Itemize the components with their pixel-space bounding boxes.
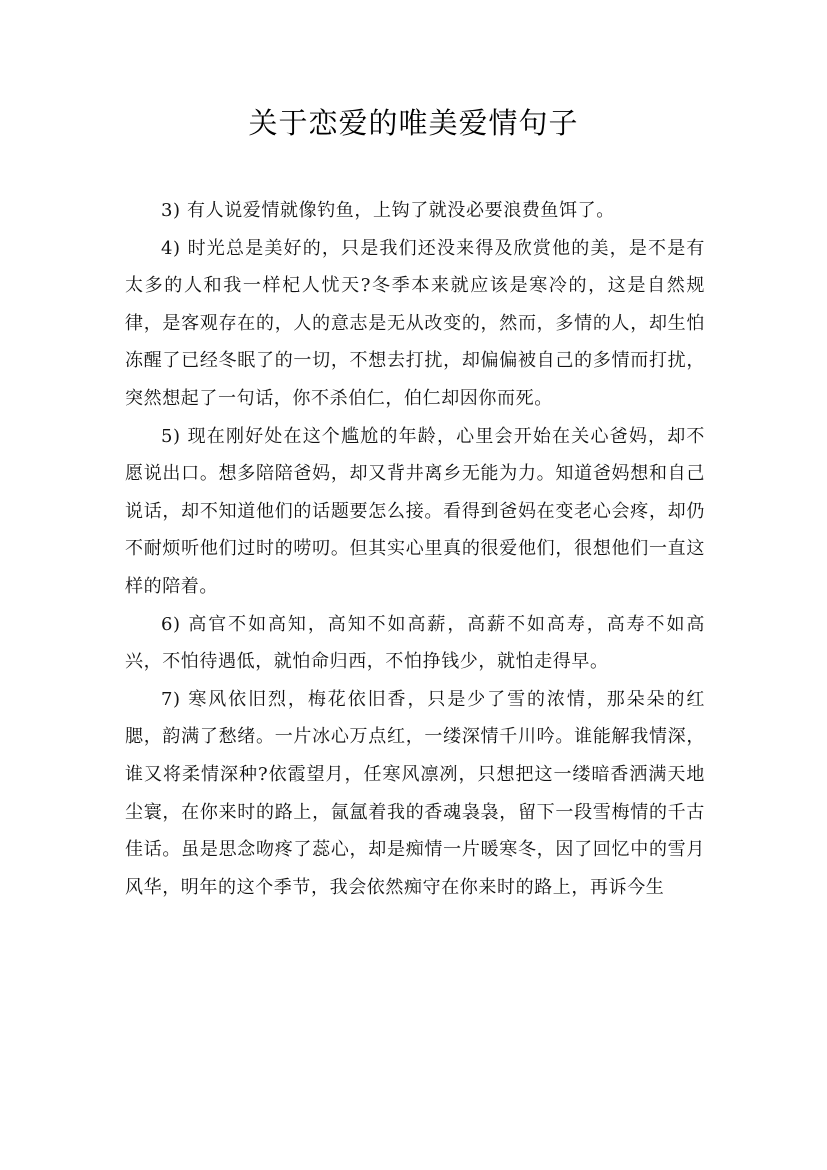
document-body bbox=[125, 192, 705, 906]
paragraph-5: 5) 现在刚好处在这个尴尬的年龄，心里会开始在关心爸妈，却不愿说出口。想多陪陪爸妈，却又背井离乡无能为力。知道爸妈想和自己说话，却不知道他们的话题要怎么接。看得到爸妈在变老心会疼，却仍不耐烦听他们过时的唠叨。但其实心里真的很爱他们，很想他们一直这样的陪着。 bbox=[125, 425, 705, 597]
paragraph-4: 4) 时光总是美好的，只是我们还没来得及欣赏他的美，是不是有太多的人和我一样杞人忧天?冬季本来就应该是寒冷的，这是自然规律，是客观存在的，人的意志是无从改变的，然而，多情的人，却生怕冻醒了已经冬眠了的一切，不想去打扰，却偏偏被自己的多情而打扰，突然想起了一句话，你不杀伯仁，伯仁却因你而死。 bbox=[125, 237, 705, 409]
paragraph-7: 7) 寒风依旧烈，梅花依旧香，只是少了雪的浓情，那朵朵的红腮，韵满了愁绪。一片冰心万点红，一缕深情千川吟。谁能解我情深，谁又将柔情深种?依霞望月，任寒风凛冽，只想把这一缕暗香洒满天地尘寰，在你来时的路上，氤氲着我的香魂袅袅，留下一段雪梅情的千古佳话。虽是思念吻疼了蕊心，却是痴情一片暖寒冬，因了回忆中的雪月风华，明年的这个季节，我会依然痴守在你来时的路上，再诉今生 bbox=[125, 688, 705, 898]
document-title: 关于恋爱的唯美爱情句子 bbox=[248, 106, 579, 140]
paragraph-3: 3) 有人说爱情就像钓鱼，上钩了就没必要浪费鱼饵了。 bbox=[161, 200, 615, 221]
paragraph-6: 6) 高官不如高知，高知不如高薪，高薪不如高寿，高寿不如高兴，不怕待遇低，就怕命归西，不怕挣钱少，就怕走得早。 bbox=[125, 613, 705, 673]
